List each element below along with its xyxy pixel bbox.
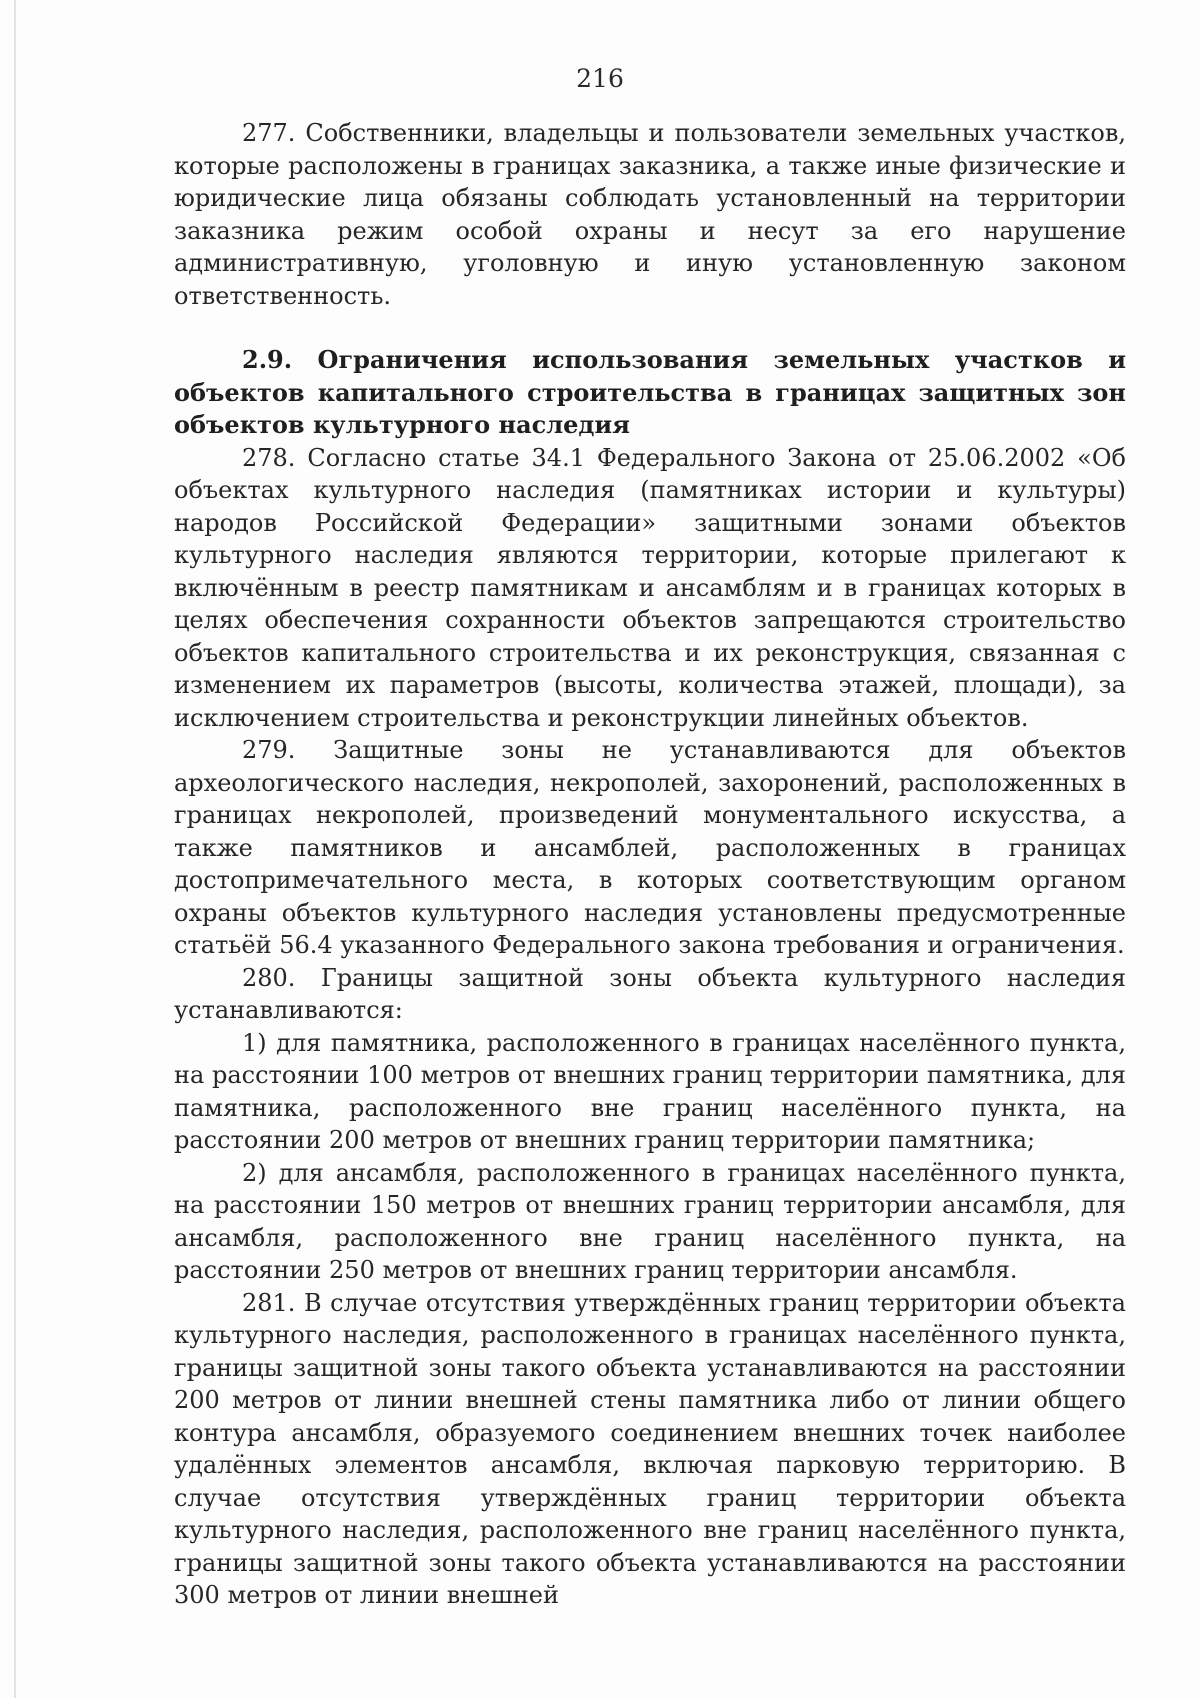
- document-body: [174, 117, 1126, 1612]
- section-heading-2-9: 2.9. Ограничения использования земельных участков и объектов капитального строительства в границах защитных зон объектов культурного наследия: [174, 345, 1126, 439]
- paragraph-279: 279. Защитные зоны не устанавливаются для объектов археологического наследия, некрополей, захоронений, расположенных в границах некрополей, произведений монументального искусства, а также памятников и ансамблей, расположенных в границах достопримечательного места, в которых соответствующим органом охраны объектов культурного наследия установлены предусмотренные статьёй 56.4 указанного Федерального закона требования и ограничения.: [174, 736, 1126, 959]
- list-item-1: 1) для памятника, расположенного в границах населённого пункта, на расстоянии 100 метров от внешних границ территории памятника, для памятника, расположенного вне границ населённого пункта, на расстоянии 200 метров от внешних границ территории памятника;: [174, 1028, 1126, 1154]
- paragraph-280: 280. Границы защитной зоны объекта культурного наследия устанавливаются:: [174, 963, 1126, 1024]
- list-item-2: 2) для ансамбля, расположенного в границах населённого пункта, на расстоянии 150 метров от внешних границ территории ансамбля, для ансамбля, расположенного вне границ населённого пункта, на расстоянии 250 метров от внешних границ территории ансамбля.: [174, 1158, 1126, 1284]
- paragraph-277: 277. Собственники, владельцы и пользователи земельных участков, которые расположены в границах заказника, а также иные физические и юридические лица обязаны соблюдать установленный на территории заказника режим особой охраны и несут за его нарушение административную, уголовную и иную установленную законом ответственность.: [174, 119, 1126, 310]
- paragraph-278: 278. Согласно статье 34.1 Федерального Закона от 25.06.2002 «Об объектах культурного наследия (памятниках истории и культуры) народов Российской Федерации» защитными зонами объектов культурного наследия являются территории, которые прилегают к включённым в реестр памятникам и ансамблям и в границах которых в целях обеспечения сохранности объектов запрещаются строительство объектов капитального строительства и их реконструкция, связанная с изменением их параметров (высоты, количества этажей, площади), за исключением строительства и реконструкции линейных объектов.: [174, 443, 1126, 732]
- scan-edge-line: [14, 0, 16, 1698]
- page-number: 216: [576, 64, 624, 93]
- paragraph-281: 281. В случае отсутствия утверждённых границ территории объекта культурного наследия, расположенного в границах населённого пункта, границы защитной зоны такого объекта устанавливаются на расстоянии 200 метров от линии внешней стены памятника либо от линии общего контура ансамбля, образуемого соединением внешних точек наиболее удалённых элементов ансамбля, включая парковую территорию. В случае отсутствия утверждённых границ территории объекта культурного наследия, расположенного вне границ населённого пункта, границы защитной зоны такого объекта устанавливаются на расстоянии 300 метров от линии внешней: [174, 1288, 1126, 1609]
